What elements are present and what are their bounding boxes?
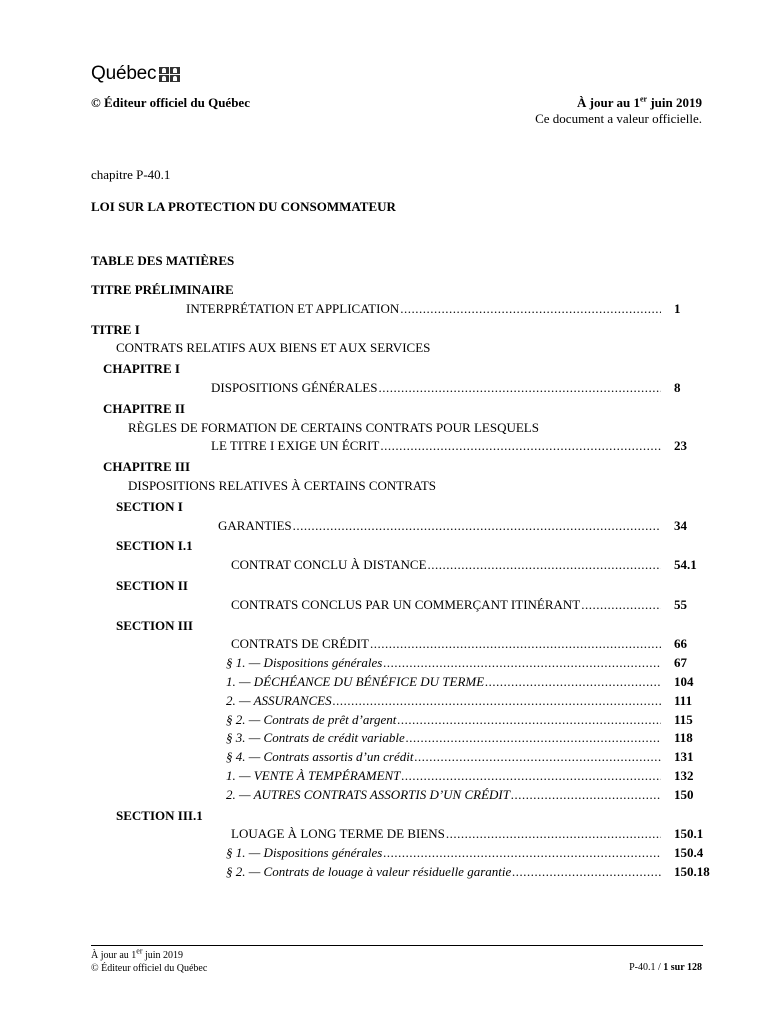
toc-heading: TITRE I: [91, 321, 140, 337]
toc-entry[interactable]: § 4. — Contrats assortis d’un crédit ..... 131: [91, 748, 703, 767]
footer-divider: [91, 945, 703, 946]
quebec-logo: [91, 63, 180, 85]
toc-heading: CHAPITRE II: [103, 400, 185, 416]
footer-code: P-40.1 /: [629, 962, 664, 973]
toc-entry[interactable]: § 2. — Contrats de louage à valeur résiduelle garantie ..... 150.18: [91, 863, 703, 882]
toc-entry[interactable]: LE TITRE I EXIGE UN ÉCRIT ..... 23: [91, 437, 703, 456]
toc-entry[interactable]: DISPOSITIONS GÉNÉRALES ..... 8: [91, 379, 703, 398]
toc-heading: SECTION III: [116, 617, 193, 633]
toc-entry[interactable]: GARANTIES ..... 34: [91, 517, 703, 536]
chapter-number: chapitre P-40.1: [91, 167, 171, 182]
toc-heading: SECTION III.1: [116, 807, 203, 823]
footer-left: [91, 946, 208, 975]
toc-entry[interactable]: § 1. — Dispositions générales ..... 150.4: [91, 844, 703, 863]
toc-subheading: CONTRATS RELATIFS AUX BIENS ET AUX SERVICES: [116, 340, 431, 356]
toc-heading: SECTION I: [116, 498, 183, 514]
toc-entry[interactable]: 2. — AUTRES CONTRATS ASSORTIS D’UN CRÉDIT ..... 150: [91, 786, 703, 805]
toc-subheading: DISPOSITIONS RELATIVES À CERTAINS CONTRATS: [128, 477, 437, 493]
toc-entry[interactable]: § 2. — Contrats de prêt d’argent ..... 115: [91, 711, 703, 730]
fleur-de-lis-flag-icon: [159, 67, 180, 82]
table-of-contents: [91, 281, 710, 882]
toc-heading: CHAPITRE III: [103, 459, 191, 475]
toc-entry[interactable]: 1. — VENTE À TEMPÉRAMENT ..... 132: [91, 767, 703, 786]
toc-entry[interactable]: 1. — DÉCHÉANCE DU BÉNÉFICE DU TERME ..... 104: [91, 673, 703, 692]
update-date: À jour au 1er juin 2019: [577, 94, 702, 110]
toc-subheading: RÈGLES DE FORMATION DE CERTAINS CONTRATS POUR LESQUELS: [128, 419, 539, 435]
toc-title: TABLE DES MATIÈRES: [91, 253, 235, 268]
toc-entry[interactable]: CONTRATS CONCLUS PAR UN COMMERÇANT ITINÉRANT ..... 55: [91, 596, 703, 615]
toc-entry[interactable]: § 1. — Dispositions générales ..... 67: [91, 654, 703, 673]
logo-wordmark: Québec: [91, 63, 157, 84]
toc-entry[interactable]: 2. — ASSURANCES ..... 111: [91, 692, 703, 711]
toc-entry[interactable]: § 3. — Contrats de crédit variable ..... 118: [91, 729, 703, 748]
update-info: [535, 95, 702, 127]
toc-heading: TITRE PRÉLIMINAIRE: [91, 282, 234, 297]
toc-entry[interactable]: LOUAGE À LONG TERME DE BIENS ..... 150.1: [91, 825, 703, 844]
publisher-label: © Éditeur officiel du Québec: [91, 95, 250, 110]
toc-entry[interactable]: CONTRATS DE CRÉDIT ..... 66: [91, 635, 703, 654]
footer-publisher: © Éditeur officiel du Québec: [91, 963, 208, 974]
page-number: 1 sur 128: [663, 962, 702, 973]
toc-heading: SECTION I.1: [116, 538, 193, 554]
official-note: Ce document a valeur officielle.: [535, 111, 702, 126]
toc-entry[interactable]: INTERPRÉTATION ET APPLICATION ..... 1: [91, 300, 703, 319]
page-indicator: [629, 962, 702, 973]
toc-entry[interactable]: CONTRAT CONCLU À DISTANCE ..... 54.1: [91, 556, 703, 575]
law-title: LOI SUR LA PROTECTION DU CONSOMMATEUR: [91, 199, 396, 214]
footer-update-date: À jour au 1er juin 2019: [91, 946, 184, 961]
toc-heading: CHAPITRE I: [103, 361, 180, 377]
toc-heading: SECTION II: [116, 577, 188, 593]
